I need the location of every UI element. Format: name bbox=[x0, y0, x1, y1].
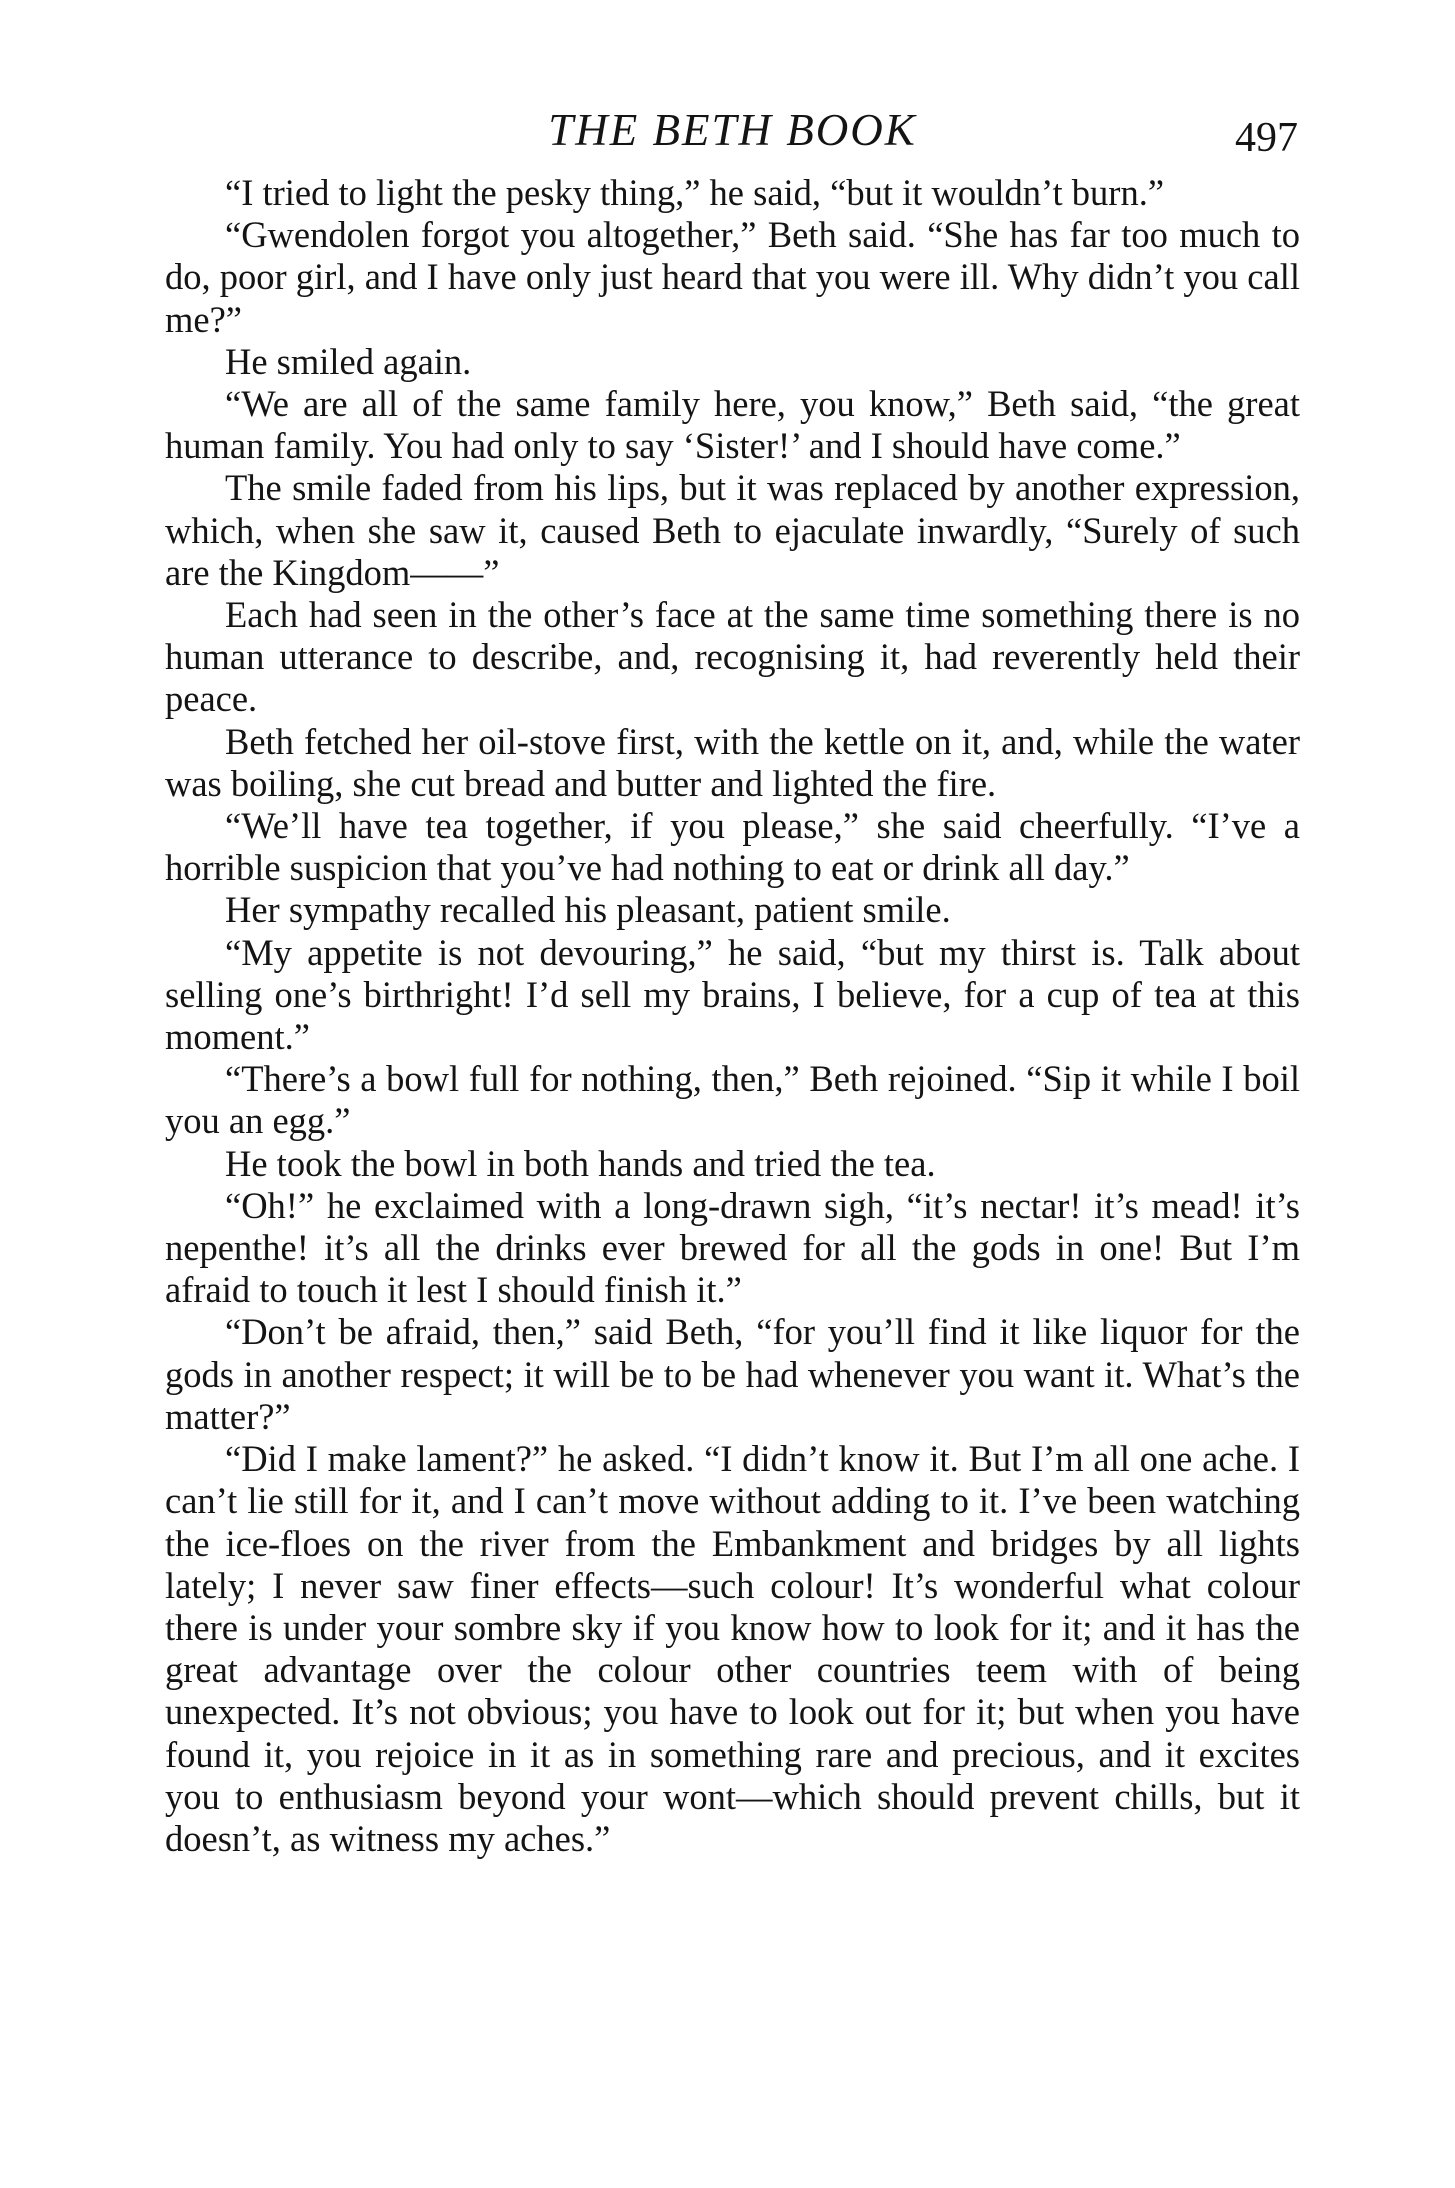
paragraph: “I tried to light the pesky thing,” he said, “but it wouldn’t burn.” bbox=[225, 172, 1165, 213]
page-number: 497 bbox=[1235, 115, 1298, 161]
paragraph: Her sympathy recalled his pleasant, patient smile. bbox=[225, 889, 951, 931]
paragraph: Each had seen in the other’s face at the same time something there is no human utterance to describe, and, recognising it, had reverently held their peace. bbox=[165, 594, 1300, 720]
running-title: THE BETH BOOK bbox=[548, 105, 917, 155]
paragraph: “Oh!” he exclaimed with a long-drawn sigh, “it’s nectar! it’s mead! it’s nepenthe! it’s all the drinks ever brewed for all the gods in one! But I’m afraid to touch it lest I should finish it.” bbox=[165, 1184, 1300, 1311]
body-text bbox=[165, 172, 1300, 1860]
paragraph: “Did I make lament?” he asked. “I didn’t know it. But I’m all one ache. I can’t lie still for it, and I can’t move without adding to it. I’ve been watching the ice-floes on the river from the Embankment and bridges by all lights lately; I never saw finer effects—such colour! It’s wonderful what colour there is under your sombre sky if you know how to look for it; and it has the great advantage over the colour other countries teem with of being unexpected. It’s not obvious; you have to look out for it; but when you have found it, you rejoice in it as in something rare and precious, and it excites you to enthusiasm beyond your wont—which should prevent chills, but it doesn’t, as witness my aches.” bbox=[165, 1438, 1300, 1859]
paragraph: “We’ll have tea together, if you please,” she said cheerfully. “I’ve a horrible suspicion that you’ve had nothing to eat or drink all day.” bbox=[165, 805, 1300, 889]
paragraph: “We are all of the same family here, you know,” Beth said, “the great human family. You had only to say ‘Sister!’ and I should have come.” bbox=[165, 383, 1300, 467]
paragraph: Beth fetched her oil-stove first, with the kettle on it, and, while the water was boiling, she cut bread and butter and lighted the fire. bbox=[165, 720, 1300, 804]
running-head bbox=[165, 100, 1300, 160]
paragraph: “Don’t be afraid, then,” said Beth, “for you’ll find it like liquor for the gods in another respect; it will be to be had whenever you want it. What’s the matter?” bbox=[165, 1311, 1300, 1437]
paragraph: “There’s a bowl full for nothing, then,” Beth rejoined. “Sip it while I boil you an egg.” bbox=[165, 1058, 1300, 1142]
paragraph: He took the bowl in both hands and tried the tea. bbox=[225, 1142, 936, 1184]
paragraph: He smiled again. bbox=[225, 340, 472, 382]
paragraph: “Gwendolen forgot you altogether,” Beth said. “She has far too much to do, poor girl, and I have only just heard that you were ill. Why didn’t you call me?” bbox=[165, 214, 1300, 340]
paragraph: The smile faded from his lips, but it was replaced by another expression, which, when she saw it, caused Beth to ejaculate inwardly, “Surely of such are the Kingdom——” bbox=[165, 467, 1300, 593]
paragraph: “My appetite is not devouring,” he said, “but my thirst is. Talk about selling one’s birthright! I’d sell my brains, I believe, for a cup of tea at this moment.” bbox=[165, 931, 1300, 1058]
